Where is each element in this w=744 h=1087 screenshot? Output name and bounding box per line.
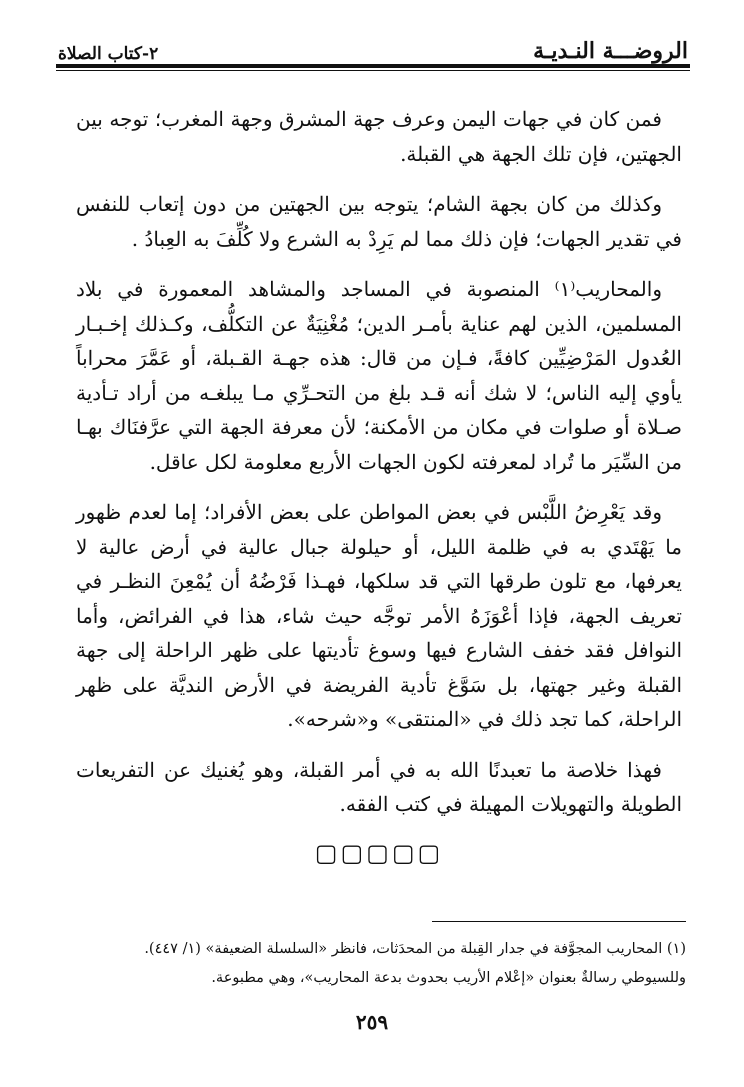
footnote-rule: [432, 921, 686, 922]
footnotes: [72, 935, 686, 993]
footnote-1: (١) المحاريب المجوَّفة في جدار القِبلة من المحدَثات، فانظر «السلسلة الضعيفة» (١/ ٤٤٧).: [144, 941, 686, 957]
chapter-title: ٢-كتاب الصلاة: [58, 44, 159, 64]
running-header: [58, 30, 688, 64]
header-rule-thick: [56, 64, 690, 68]
paragraph-2: وكذلك من كان بجهة الشام؛ يتوجه بين الجهتين من دون إتعاب للنفس في تقدير الجهات؛ فإن ذلك مما لم يَرِدْ به الشرع ولا كُلِّفَ به العِبادُ .: [76, 192, 682, 251]
paragraph-4: وقد يَعْرِضُ اللَّبْس في بعض المواطن على بعض الأفراد؛ إما لعدم ظهور ما يَهْتَدي به في ظلمة الليل، أو حيلولة جبال عالية في أرض عالية لا يعرفها، مع تلون طرقها التي قد سلكها، فهـذا فَرْضُهُ أن يُمْعِنَ النظـر في تعريف الجهة، فإذا أعْوَزَهُ الأمر توجَّه حيث شاء، هذا في الفرائض، وأما النوافل فقد خفف الشارع فيها وسوغ تأديتها على ظهر الراحلة إلى جهة القبلة وغير جهتها، بل سَوَّغ تأدية الفريضة في الأرض النديَّة على ظهر الراحلة، كما تجد ذلك في «المنتقى» و«شرحه».: [76, 500, 682, 731]
paragraph-1: فمن كان في جهات اليمن وعرف جهة المشرق وجهة المغرب؛ توجه بين الجهتين، فإن تلك الجهة هي القبلة.: [76, 107, 682, 166]
header-rule-thin: [56, 70, 690, 71]
page-number: ٢٥٩: [355, 1010, 389, 1034]
section-end-ornament: ▢▢▢▢▢: [314, 838, 444, 867]
footnote-1-continued: وللسيوطي رسالةٌ بعنوان «إعْلام الأريب بحدوث بدعة المحاريب»، وهي مطبوعة.: [211, 970, 686, 986]
book-title: الروضـــة النـديـة: [533, 38, 688, 64]
main-text: [76, 102, 682, 868]
paragraph-3: والمحاريب⁽١⁾ المنصوبة في المساجد والمشاهد المعمورة في بلاد المسلمين، الذين لهم عناية بأمـر الدين؛ مُغْنِيَةٌ عن التكلُّف، وكـذلك إخـبـار العُدول المَرْضِيِّين كافةً، فـإن من قال: هذه جهـة القـبلة، أو عَمَّرَ محراباً يأوي إليه الناس؛ لا شك أنه قـد بلغ من التحـرِّي مـا يبلغـه من أراد تـأدية صـلاة أو صلوات في مكان من الأمكنة؛ لأن معرفة الجهة التي عرَّفنَاك بهـا من السِّيَر ما تُراد لمعرفته لكون الجهات الأربع معلومة لكل عاقل.: [76, 277, 682, 474]
paragraph-5: فهذا خلاصة ما تعبدنًا الله به في أمر القبلة، وهو يُغنيك عن التفريعات الطويلة والتهويلات المهيلة في كتب الفقه.: [76, 757, 682, 816]
